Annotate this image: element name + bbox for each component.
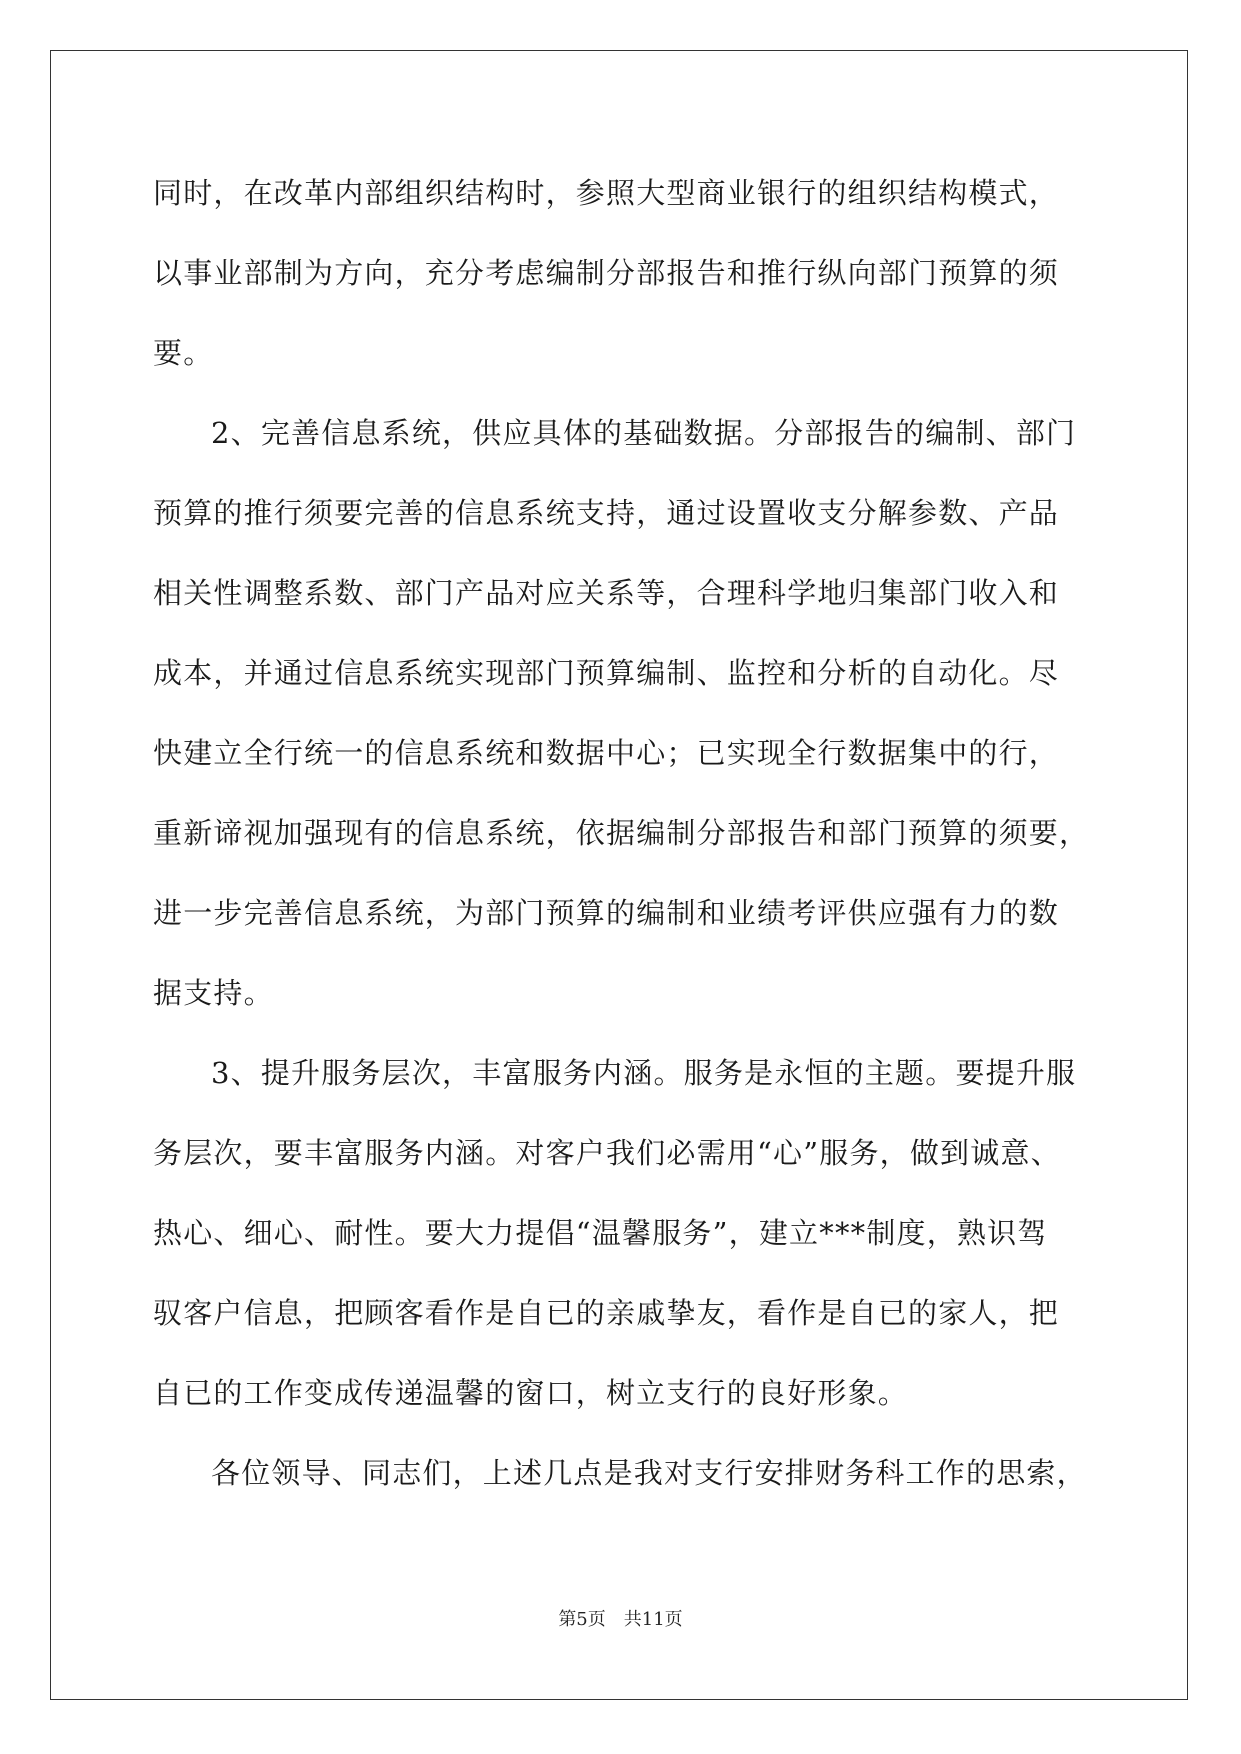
document-body <box>153 165 1113 1525</box>
paragraph-start-line: 3、提升服务层次，丰富服务内涵。服务是永恒的主题。要提升服 <box>211 1056 1077 1090</box>
text-line: 自已的工作变成传递温馨的窗口，树立支行的良好形象。 <box>153 1376 909 1410</box>
text-line: 务层次，要丰富服务内涵。对客户我们必需用“心”服务，做到诚意、 <box>153 1136 1061 1170</box>
text-line: 驭客户信息，把顾客看作是自已的亲戚挚友，看作是自已的家人，把 <box>153 1296 1060 1330</box>
text-line: 热心、细心、耐性。要大力提倡“温馨服务”，建立***制度，熟识驾 <box>153 1216 1048 1250</box>
text-line: 进一步完善信息系统，为部门预算的编制和业绩考评供应强有力的数 <box>153 896 1060 930</box>
paragraph-start-line: 各位领导、同志们，上述几点是我对支行安排财务科工作的思索， <box>211 1456 1087 1490</box>
text-line: 以事业部制为方向，充分考虑编制分部报告和推行纵向部门预算的须 <box>153 256 1060 290</box>
page-number-footer: 第5页 共11页 <box>558 1609 683 1630</box>
text-line: 重新谛视加强现有的信息系统，依据编制分部报告和部门预算的须要， <box>153 816 1090 850</box>
text-line: 快建立全行统一的信息系统和数据中心；已实现全行数据集中的行， <box>153 736 1060 770</box>
text-line: 要。 <box>153 336 214 370</box>
text-line: 预算的推行须要完善的信息系统支持，通过设置收支分解参数、产品 <box>153 496 1060 530</box>
text-line: 成本，并通过信息系统实现部门预算编制、监控和分析的自动化。尽 <box>153 656 1060 690</box>
text-line: 相关性调整系数、部门产品对应关系等，合理科学地归集部门收入和 <box>153 576 1060 610</box>
text-line: 据支持。 <box>153 976 274 1010</box>
paragraph-start-line: 2、完善信息系统，供应具体的基础数据。分部报告的编制、部门 <box>211 416 1077 450</box>
text-line: 同时，在改革内部组织结构时，参照大型商业银行的组织结构模式， <box>153 176 1060 210</box>
